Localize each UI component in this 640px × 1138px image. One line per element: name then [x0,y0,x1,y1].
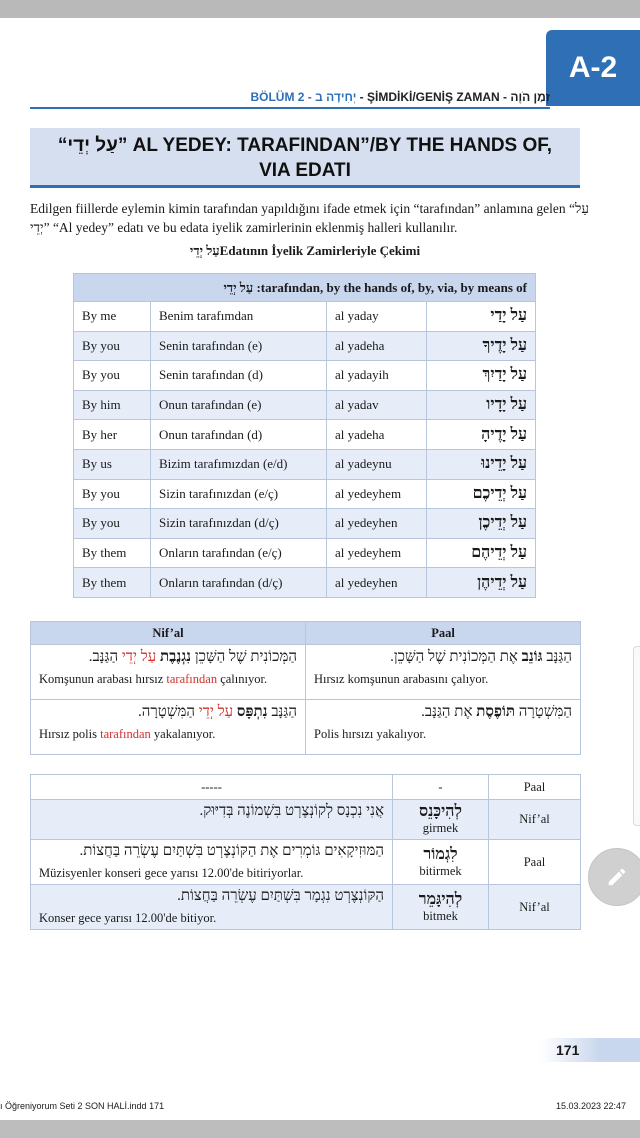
table-row [74,420,536,450]
nifal-verb: נִתְפָּס [236,704,268,720]
transliteration: al yadeha [327,331,427,361]
verb-translation: bitmek [423,908,458,923]
verb-row [31,885,581,930]
nifal-tarafindan: tarafından [166,672,218,686]
pronoun-tr: Sizin tarafınızdan (e/ç) [151,479,327,509]
sentence-translation: Konser gece yarısı 12.00'de bitiyor. [39,911,217,925]
table-caption: עַל יְדֵיEdatının İyelik Zamirleriyle Çekimi [189,243,421,258]
pronoun-en: By me [74,302,151,332]
pronoun-tr: Bizim tarafımızdan (e/d) [151,449,327,479]
verb-translation: bitirmek [419,863,462,878]
hebrew-form: עַל יְדֵיכֶן [427,509,536,539]
table-row [74,538,536,568]
table-row [74,449,536,479]
pronoun-en: By you [74,331,151,361]
verb-cell [393,840,489,885]
sentence-translation: Müzisyenler konseri gece yarısı 12.00'de bitiriyorlar. [39,866,304,880]
bottom-bar [0,1120,640,1138]
paal-hebrew-end: אֶת הַמְּכוֹנִית שֶׁל הַשָּׁכֵן. [390,649,522,665]
pronoun-tr: Onların tarafından (d/ç) [151,568,327,598]
transliteration: al yedeyhen [327,509,427,539]
nifal-hebrew [39,704,297,721]
hebrew-form: עַל יָדָיו [427,390,536,420]
nifal-cell [31,645,306,700]
transliteration: al yadeynu [327,449,427,479]
verbs-head-verb: - [393,775,489,800]
col-paal: Paal [306,622,581,645]
footer-timestamp: 15.03.2023 22:47 [556,1101,627,1111]
verbs-table [30,774,581,930]
pencil-icon [606,866,628,888]
hebrew-form: עַל יָדֶיךָ [427,331,536,361]
nifal-hebrew-start: הַגַּנָּב [267,704,297,720]
nifal-translation-start: Hırsız polis [39,727,101,741]
conjugation-table [73,273,536,598]
sentence-hebrew: הַקּוֹנְצֶרְט נִגְמָר בִּשְׁתַּיִם עֶשְׂרֵה בַּחֲצוֹת. [177,888,384,904]
verb-row [31,840,581,885]
pronoun-tr: Onların tarafından (e/ç) [151,538,327,568]
nifal-hebrew [39,649,297,666]
top-bar [0,0,640,18]
pronoun-tr: Onun tarafından (d) [151,420,327,450]
nifal-hebrew-end: הַגַּנָּב. [88,649,122,665]
verb-type: Nif’al [489,885,581,930]
nifal-cell [31,700,306,755]
chapter-hebrew: יְחִידָה ב [315,90,357,104]
hebrew-form: עַל יָדֶיהָ [427,420,536,450]
pronoun-tr: Senin tarafından (d) [151,361,327,391]
table-row [74,479,536,509]
pronoun-en: By them [74,538,151,568]
verbs-head-sentence: ----- [31,775,393,800]
pronoun-tr: Benim tarafımdan [151,302,327,332]
paal-translation: Hırsız komşunun arabasını çalıyor. [314,672,489,686]
verb-hebrew: לְהִיגָּמֵר [418,890,463,908]
conjugation-header: עַל יְדֵי :tarafından, by the hands of, by, via, by means of [74,274,536,302]
verb-type: Paal [489,840,581,885]
nifal-al-yedey: עַל יְדֵי [121,649,160,665]
verb-type: Nif’al [489,800,581,840]
pronoun-en: By her [74,420,151,450]
table-row [74,302,536,332]
pronoun-en: By him [74,390,151,420]
col-nifal: Nif’al [31,622,306,645]
nifal-hebrew-end: הַמִּשְׁטָרָה. [138,704,199,720]
examples-table [30,621,581,755]
paal-verb: תּוֹפֶסֶת [476,704,516,720]
nifal-translation-end: çalınıyor. [217,672,268,686]
sentence-hebrew: הַמּוּזִיקָאִים גּוֹמְרִים אֶת הַקּוֹנְצֶרְט בִּשְׁתַּיִם עֶשְׂרֵה בַּחֲצוֹת. [79,843,384,859]
nifal-al-yedey: עַל יְדֵי [198,704,237,720]
paal-hebrew [314,704,572,721]
verb-translation: girmek [422,821,459,835]
nifal-tarafindan: tarafından [100,727,151,741]
footer-file: ı Öğreniyorum Seti 2 SON HALİ.indd 171 [0,1101,165,1111]
paal-translation: Polis hırsızı yakalıyor. [314,727,427,741]
transliteration: al yadayih [327,361,427,391]
pronoun-en: By them [74,568,151,598]
side-panel-handle[interactable] [633,646,640,826]
hebrew-form: עַל יְדֵיכֶם [427,479,536,509]
unit-tab: A-2 [546,30,640,106]
paal-cell [306,700,581,755]
page-number: 171 [540,1038,640,1062]
table-row [74,361,536,391]
hebrew-form: עַל יָדַי [427,302,536,332]
hebrew-form: עַל יָדַיִךְ [427,361,536,391]
transliteration: al yedeyhen [327,568,427,598]
intro-paragraph: Edilgen fiillerde eylemin kimin tarafından yapıldığını ifade etmek için “tarafından” anlamına gelen “עַל יְדֵי” “Al yedey” edatı ve bu edata iyelik zamirlerinin eklenmiş halleri kullanılır. [30,201,590,235]
verbs-header-row [31,775,581,800]
paal-cell [306,645,581,700]
hebrew-form: עַל יָדֵינוּ [427,449,536,479]
table-row [74,509,536,539]
edit-button[interactable] [588,848,640,906]
verb-cell [393,800,489,840]
chapter-header [30,90,550,104]
pronoun-en: By you [74,361,151,391]
pronoun-tr: Onun tarafından (e) [151,390,327,420]
paal-hebrew [314,649,572,666]
sentence-cell [31,840,393,885]
transliteration: al yedeyhem [327,479,427,509]
table-row [74,331,536,361]
example-row [31,645,581,700]
nifal-verb: נִגְנֶבֶת [159,649,192,665]
chapter-label: BÖLÜM 2 - [250,90,312,104]
sentence-cell [31,885,393,930]
transliteration: al yadav [327,390,427,420]
nifal-hebrew-start: הַמְּכוֹנִית שֶׁל הַשָּׁכֵן [191,649,297,665]
verb-row [31,800,581,840]
pronoun-tr: Sizin tarafınızdan (d/ç) [151,509,327,539]
nifal-translation-end: yakalanıyor. [150,727,216,741]
verbs-head-type: Paal [489,775,581,800]
header-rule [30,107,550,109]
nifal-translation [39,672,297,687]
verb-cell [393,885,489,930]
transliteration: al yaday [327,302,427,332]
title-line-2: VIA EDATI [259,160,351,181]
topic-label: ŞİMDİKİ/GENİŞ ZAMAN - [367,90,507,104]
paal-hebrew-start: הַמִּשְׁטָרָה [515,704,572,720]
example-row [31,700,581,755]
sentence-cell [31,800,393,840]
topic-hebrew: זְמַן הֹוֶה [510,90,550,104]
hebrew-form: עַל יְדֵיהֶן [427,568,536,598]
title-line-1: “עַל יְדֵי” AL YEDEY: TARAFINDAN”/BY THE HANDS OF, [57,135,553,156]
pronoun-en: By you [74,509,151,539]
verb-hebrew: לְהִיכָּנֵס [418,803,462,820]
paal-verb: גּוֹנֵב [521,649,543,665]
paal-hebrew-start: הַגַּנָּב [542,649,572,665]
paal-hebrew-end: אֶת הַגַּנָּב. [421,704,477,720]
pronoun-en: By you [74,479,151,509]
verb-hebrew: לִגְמוֹר [423,845,458,863]
pronoun-en: By us [74,449,151,479]
table-row [74,568,536,598]
lesson-title [30,128,580,188]
transliteration: al yadeha [327,420,427,450]
sentence-hebrew: אֲנִי נִכְנָס לְקוֹנְצֶרְט בִּשְׁמוֹנֶה בְּדִיּוּק. [199,803,384,819]
header-dash: - [356,90,364,104]
pronoun-tr: Senin tarafından (e) [151,331,327,361]
nifal-translation-start: Komşunun arabası hırsız [39,672,167,686]
nifal-translation [39,727,297,742]
hebrew-form: עַל יְדֵיהֶם [427,538,536,568]
transliteration: al yedeyhem [327,538,427,568]
table-row [74,390,536,420]
